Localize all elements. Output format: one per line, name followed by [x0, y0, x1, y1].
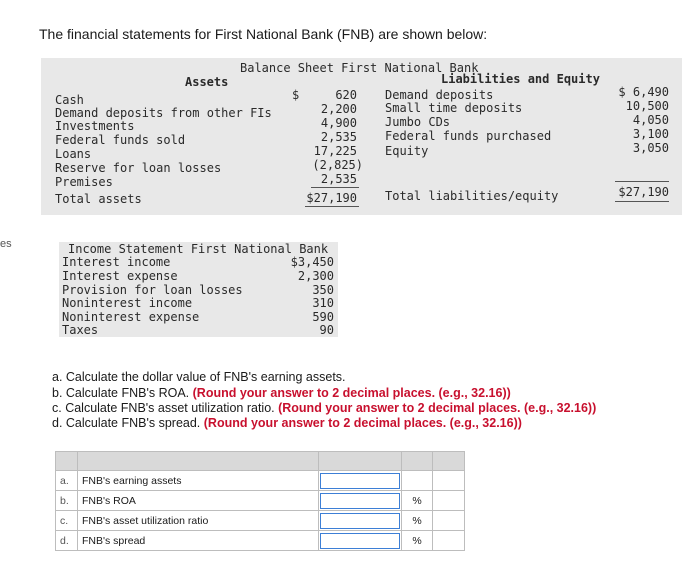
balance-sheet-title: Balance Sheet First National Bank — [240, 61, 479, 75]
total-assets-label: Total assets — [55, 192, 142, 206]
earning-assets-input[interactable] — [320, 473, 400, 489]
answer-unit: % — [402, 491, 433, 511]
answer-cell — [319, 471, 402, 491]
question-d-instruction: (Round your answer to 2 decimal places. (e.g., 32.16)) — [203, 416, 522, 430]
answer-row — [56, 491, 465, 511]
question-d — [52, 416, 522, 430]
income-value: 350 — [312, 283, 334, 297]
header-cell — [78, 452, 319, 471]
asset-label: Cash — [55, 93, 84, 107]
asset-utilization-input[interactable] — [320, 513, 400, 529]
asset-value: 17,225 — [313, 144, 357, 158]
liability-label: Demand deposits — [385, 88, 494, 102]
answer-letter: b. — [56, 491, 78, 511]
roa-input[interactable] — [320, 493, 400, 509]
asset-label: Demand deposits from other FIs — [55, 106, 272, 120]
asset-label: Investments — [55, 119, 135, 133]
income-label: Taxes — [62, 323, 99, 337]
answer-spacer — [433, 491, 465, 511]
answer-cell — [319, 531, 402, 551]
income-label: Noninterest expense — [62, 310, 200, 324]
asset-label: Loans — [55, 147, 92, 161]
question-c — [52, 401, 596, 415]
side-label: es — [0, 238, 12, 250]
header-cell — [56, 452, 78, 471]
question-b-text: b. Calculate FNB's ROA. — [52, 386, 193, 400]
liability-label: Small time deposits — [385, 101, 523, 115]
answer-unit: % — [402, 511, 433, 531]
liability-label: Federal funds purchased — [385, 129, 552, 143]
answer-label: FNB's earning assets — [78, 471, 319, 491]
answer-label: FNB's ROA — [78, 491, 319, 511]
asset-value: $ 620 — [291, 88, 357, 102]
answer-row — [56, 511, 465, 531]
question-a: a. Calculate the dollar value of FNB's earning assets. — [52, 370, 346, 384]
total-liabilities-label: Total liabilities/equity — [385, 189, 559, 203]
liability-value: $ 6,490 — [618, 85, 669, 99]
answer-spacer — [433, 531, 465, 551]
answer-letter: d. — [56, 531, 78, 551]
answer-label: FNB's spread — [78, 531, 319, 551]
header-cell — [433, 452, 465, 471]
asset-value: 2,200 — [320, 102, 357, 116]
spread-input[interactable] — [320, 533, 400, 549]
income-value: 90 — [319, 323, 334, 337]
liability-value: 4,050 — [632, 113, 669, 127]
question-c-text: c. Calculate FNB's asset utilization ratio. — [52, 401, 279, 415]
asset-label: Federal funds sold — [55, 133, 186, 147]
header-cell — [402, 452, 433, 471]
question-b — [52, 386, 511, 400]
income-value: 2,300 — [297, 269, 334, 283]
asset-value: 2,535 — [320, 130, 357, 144]
question-c-instruction: (Round your answer to 2 decimal places. (e.g., 32.16)) — [278, 401, 597, 415]
answer-label: FNB's asset utilization ratio — [78, 511, 319, 531]
total-liabilities-value: $27,190 — [618, 185, 669, 199]
assets-header: Assets — [185, 75, 229, 89]
balance-sheet — [41, 58, 682, 215]
income-value: 310 — [312, 296, 334, 310]
asset-label: Premises — [55, 175, 113, 189]
question-b-instruction: (Round your answer to 2 decimal places. (e.g., 32.16)) — [192, 386, 511, 400]
total-assets-value: $27,190 — [306, 191, 357, 205]
divider — [305, 206, 359, 207]
asset-value: 2,535 — [320, 172, 357, 186]
answer-letter: a. — [56, 471, 78, 491]
divider — [615, 181, 669, 182]
answer-spacer — [433, 471, 465, 491]
liabilities-header: Liabilities and Equity — [441, 72, 600, 86]
income-statement-title: Income Statement First National Bank — [68, 242, 329, 256]
asset-label: Reserve for loan losses — [55, 161, 222, 175]
asset-value: (2,825) — [312, 158, 363, 172]
income-label: Provision for loan losses — [62, 283, 243, 297]
answer-table — [55, 451, 465, 551]
answer-unit — [402, 471, 433, 491]
income-statement — [59, 242, 338, 337]
answer-spacer — [433, 511, 465, 531]
income-label: Interest income — [62, 255, 171, 269]
liability-value: 10,500 — [625, 99, 669, 113]
answer-letter: c. — [56, 511, 78, 531]
answer-row — [56, 471, 465, 491]
liability-label: Equity — [385, 144, 429, 158]
divider — [615, 201, 669, 202]
answer-table-header — [56, 452, 465, 471]
income-value: 590 — [312, 310, 334, 324]
asset-value: 4,900 — [320, 116, 357, 130]
liability-value: 3,050 — [632, 141, 669, 155]
answer-row — [56, 531, 465, 551]
liability-value: 3,100 — [632, 127, 669, 141]
income-value: $3,450 — [290, 255, 334, 269]
question-d-text: d. Calculate FNB's spread. — [52, 416, 204, 430]
answer-cell — [319, 511, 402, 531]
intro-text: The financial statements for First National Bank (FNB) are shown below: — [39, 26, 488, 42]
income-label: Interest expense — [62, 269, 178, 283]
divider — [311, 187, 359, 188]
answer-unit: % — [402, 531, 433, 551]
answer-cell — [319, 491, 402, 511]
header-cell — [319, 452, 402, 471]
income-label: Noninterest income — [62, 296, 193, 310]
liability-label: Jumbo CDs — [385, 115, 451, 129]
